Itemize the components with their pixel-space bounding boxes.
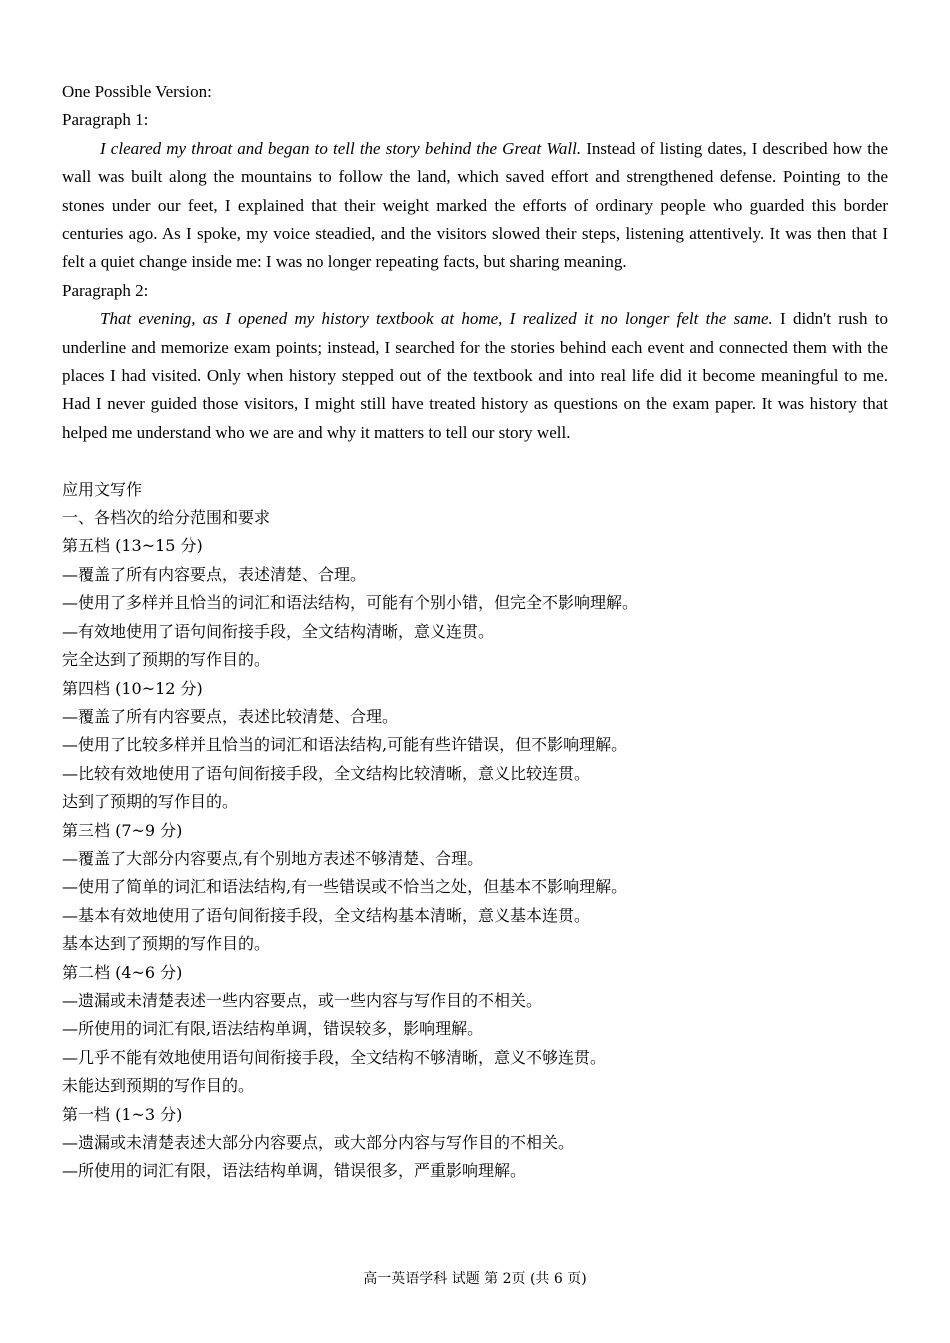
level-heading: 第四档 (10~12 分) [62, 678, 203, 698]
paragraph-1-text [62, 135, 888, 277]
level-heading: 第五档 (13~15 分) [62, 536, 203, 556]
level-criterion: —使用了多样并且恰当的词汇和语法结构，可能有个别小错，但完全不影响理解。 [62, 593, 639, 613]
level-criterion: —所使用的词汇有限,语法结构单调，错误较多，影响理解。 [62, 1019, 484, 1039]
level-criterion: —遗漏或未清楚表述大部分内容要点，或大部分内容与写作目的不相关。 [62, 1133, 575, 1153]
level-criterion: —使用了比较多样并且恰当的词汇和语法结构,可能有些许错误，但不影响理解。 [62, 735, 628, 755]
level-criterion: —基本有效地使用了语句间衔接手段，全文结构基本清晰，意义基本连贯。 [62, 905, 591, 925]
level-criterion: 未能达到预期的写作目的。 [62, 1076, 255, 1096]
rubric-level-1 [62, 1101, 888, 1186]
level-criterion: —覆盖了所有内容要点，表述比较清楚、合理。 [62, 706, 399, 726]
answer-heading: One Possible Version: [62, 82, 212, 101]
rubric-level-3 [62, 817, 888, 959]
level-criterion: —覆盖了所有内容要点，表述清楚、合理。 [62, 564, 367, 584]
paragraph-1-lead: I cleared my throat and began to tell the story behind the Great Wall. [100, 138, 582, 158]
level-criterion: —覆盖了大部分内容要点,有个别地方表述不够清楚、合理。 [62, 848, 484, 868]
rubric-level-4 [62, 675, 888, 817]
level-criterion: —比较有效地使用了语句间衔接手段，全文结构比较清晰，意义比较连贯。 [62, 763, 591, 783]
level-heading: 第三档 (7~9 分) [62, 820, 183, 840]
level-criterion: 完全达到了预期的写作目的。 [62, 650, 271, 670]
page-footer: 高一英语学科 试题 第 2页 (共 6 页) [363, 1271, 587, 1287]
level-criterion: —有效地使用了语句间衔接手段，全文结构清晰，意义连贯。 [62, 621, 495, 641]
paragraph-2-body: I didn't rush to underline and memorize exam points; instead, I searched for the stories behind each event and connected them with the places I had visited. Only when history stepped out of the textbook and into real life did it become meaningful to me. Had I never guided those visitors, I might still have treated history as questions on the exam paper. It was history that helped me understand who we are and why it matters to tell our story well. [62, 309, 888, 442]
page-content [62, 78, 888, 1186]
rubric-level-2 [62, 959, 888, 1101]
level-criterion: —几乎不能有效地使用语句间衔接手段，全文结构不够清晰，意义不够连贯。 [62, 1047, 607, 1067]
level-criterion: 基本达到了预期的写作目的。 [62, 934, 271, 954]
rubric-subtitle: 一、各档次的给分范围和要求 [62, 508, 271, 528]
paragraph-2-lead: That evening, as I opened my history textbook at home, I realized it no longer felt the same. [100, 309, 773, 329]
level-criterion: 达到了预期的写作目的。 [62, 792, 239, 812]
level-criterion: —所使用的词汇有限，语法结构单调，错误很多，严重影响理解。 [62, 1161, 527, 1181]
paragraph-1-label: Paragraph 1: [62, 110, 149, 130]
rubric-title: 应用文写作 [62, 479, 143, 499]
paragraph-2-text [62, 305, 888, 447]
level-criterion: —遗漏或未清楚表述一些内容要点，或一些内容与写作目的不相关。 [62, 990, 543, 1010]
rubric-level-5 [62, 532, 888, 674]
level-heading: 第一档 (1~3 分) [62, 1104, 183, 1124]
paragraph-1-body: Instead of listing dates, I described how the wall was built along the mountains to follow the land, which saved effort and strengthened defense. Pointing to the stones under our feet, I explained that their weight marked the efforts of ordinary people who guarded this border centuries ago. As I spoke, my voice steadied, and the visitors slowed their steps, listening attentively. It was then that I felt a quiet change inside me: I was no longer repeating facts, but sharing meaning. [62, 138, 889, 272]
level-heading: 第二档 (4~6 分) [62, 962, 183, 982]
section-spacer [62, 447, 888, 475]
level-criterion: —使用了简单的词汇和语法结构,有一些错误或不恰当之处，但基本不影响理解。 [62, 877, 628, 897]
paragraph-2-label: Paragraph 2: [62, 280, 149, 300]
